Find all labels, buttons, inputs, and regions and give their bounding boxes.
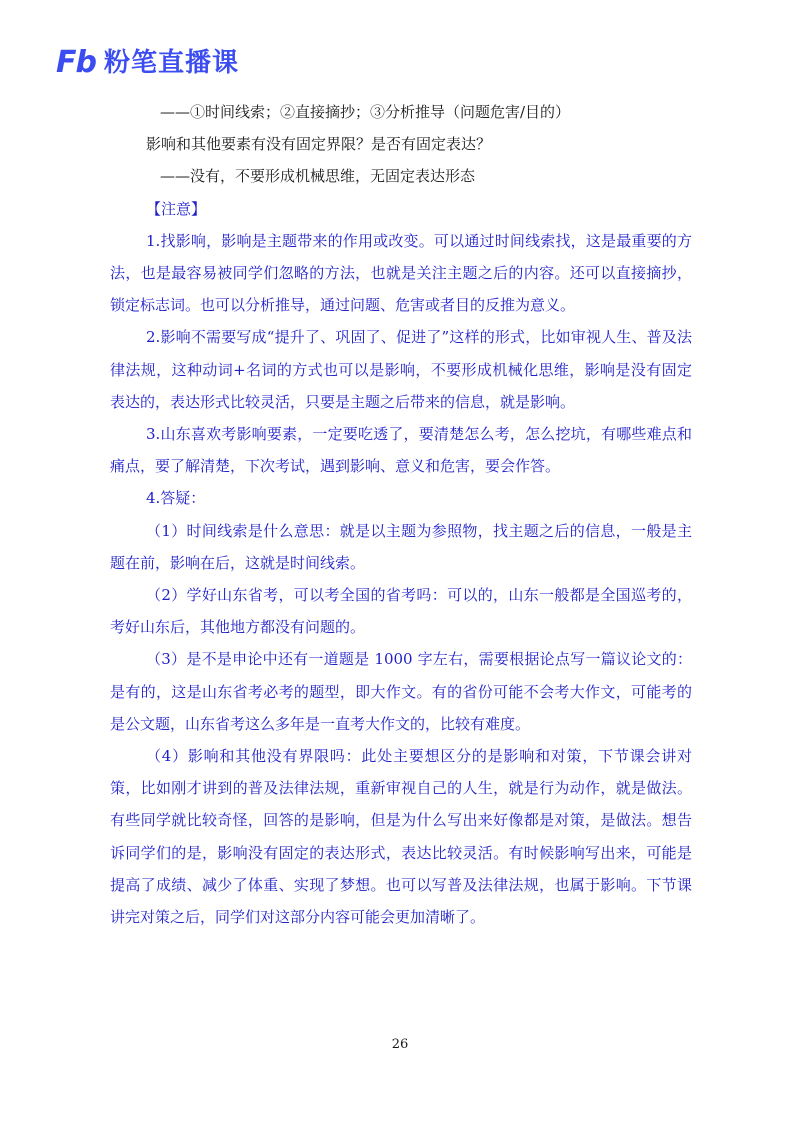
note-paragraph-1: 1.找影响，影响是主题带来的作用或改变。可以通过时间线索找，这是最重要的方法，也是最容易被同学们忽略的方法，也就是关注主题之后的内容。还可以直接摘抄，锁定标志词。也可以分析推导，通过问题、危害或者目的反推为意义。 [110, 231, 692, 315]
logo-text: 粉笔直播课 [103, 48, 239, 78]
note-title: 【注意】 [146, 199, 207, 218]
answer-line-2: ——没有，不要形成机械思维，无固定表达形态 [160, 167, 476, 186]
brand-logo [56, 45, 239, 80]
qa-paragraph-3: （3）是不是申论中还有一道题是 1000 字左右，需要根据论点写一篇议论文的：是有的，这是山东省考必考的题型，即大作文。有的省份可能不会考大作文，可能考的是公文题，山东省考这么多年是一直考大作文的，比较有难度。 [110, 650, 692, 733]
qa-paragraph-2: （2）学好山东省考，可以考全国的省考吗：可以的，山东一般都是全国巡考的，考好山东后，其他地方都没有问题的。 [110, 586, 692, 637]
page-number: 26 [391, 1037, 409, 1052]
document-body [110, 96, 692, 933]
note-paragraph-3: 3.山东喜欢考影响要素，一定要吃透了，要清楚怎么考，怎么挖坑，有哪些难点和痛点，要了解清楚，下次考试，遇到影响、意义和危害，要会作答。 [110, 425, 692, 476]
question-line-2: 影响和其他要素有没有固定界限？是否有固定表达？ [146, 135, 492, 154]
fb-logo-icon: Fb [56, 45, 96, 80]
qa-paragraph-1: （1）时间线索是什么意思：就是以主题为参照物，找主题之后的信息，一般是主题在前，影响在后，这就是时间线索。 [110, 521, 692, 572]
note-paragraph-4: 4.答疑： [146, 489, 206, 508]
qa-paragraph-4: （4）影响和其他没有界限吗：此处主要想区分的是影响和对策，下节课会讲对策，比如刚才讲到的普及法律法规，重新审视自己的人生，就是行为动作，就是做法。有些同学就比较奇怪，回答的是影响，但是为什么写出来好像都是对策，是做法。想告诉同学们的是，影响没有固定的表达形式，表达比较灵活。有时候影响写出来，可能是提高了成绩、减少了体重、实现了梦想。也可以写普及法律法规，也属于影响。下节课讲完对策之后，同学们对这部分内容可能会更加清晰了。 [110, 747, 692, 927]
note-paragraph-2: 2.影响不需要写成“提升了、巩固了、促进了”这样的形式，比如审视人生、普及法律法规，这种动词+名词的方式也可以是影响，不要形成机械化思维，影响是没有固定表达的，表达形式比较灵活，只要是主题之后带来的信息，就是影响。 [110, 328, 692, 411]
answer-line-1: ——①时间线索；②直接摘抄；③分析推导（问题危害/目的） [160, 103, 571, 121]
